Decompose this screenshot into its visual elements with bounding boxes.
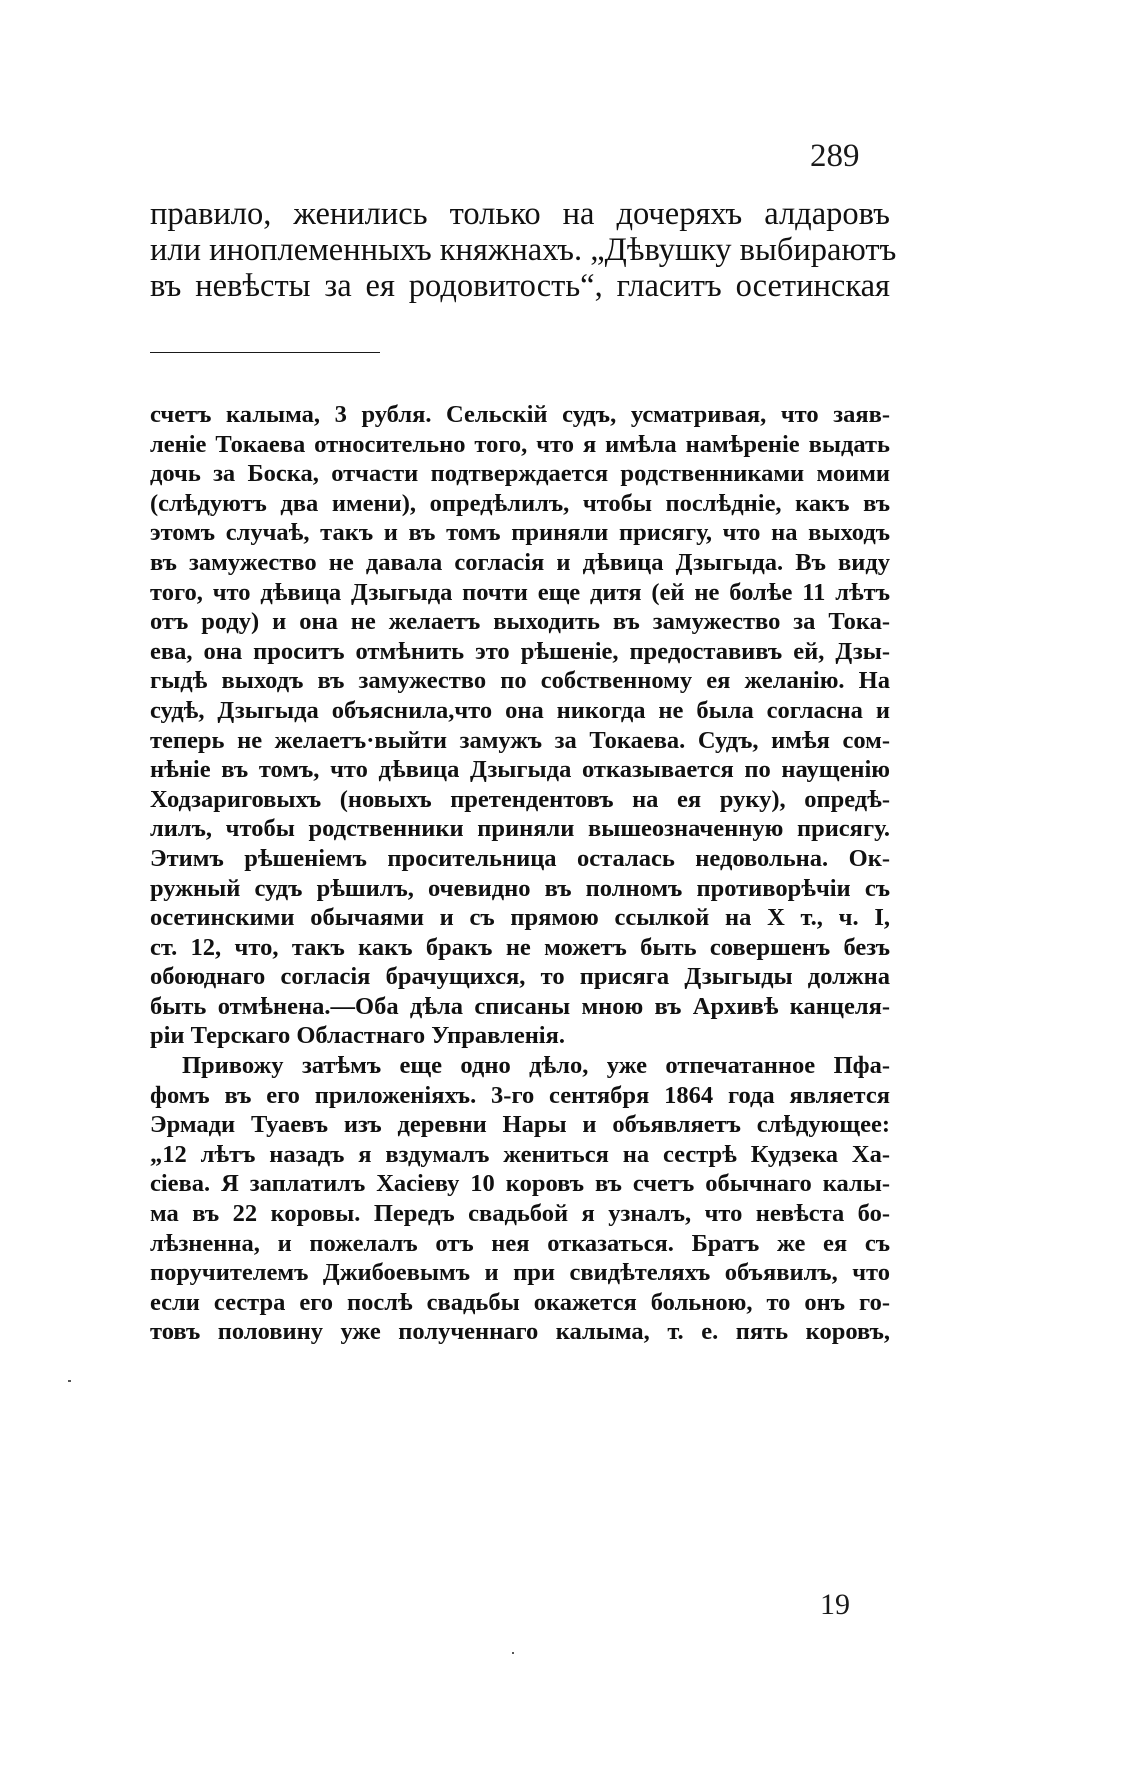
footnote-line: ріи Терскаго Областнаго Управленія.: [150, 1022, 565, 1050]
footnote-line: Ходзариговыхъ (новыхъ претендентовъ на ея руку), опредѣ-: [150, 785, 890, 813]
footnote-line: „12 лѣтъ назадъ я вздумалъ жениться на сестрѣ Кудзека Ха-: [150, 1140, 890, 1168]
footnote-line: того, что дѣвица Дзыгыда почти еще дитя (ей не болѣе 11 лѣтъ: [150, 578, 890, 606]
footnote-line: поручителемъ Джибоевымъ и при свидѣтеляхъ объявилъ, что: [150, 1259, 890, 1287]
footnote-line: осетинскими обычаями и съ прямою ссылкой на X т., ч. I,: [150, 904, 890, 932]
footnote-line: леніе Токаева относительно того, что я имѣла намѣреніе выдать: [150, 430, 890, 458]
footnote-rule: [150, 352, 380, 353]
footnote-line: нѣніе въ томъ, что дѣвица Дзыгыда отказывается по наущенію: [150, 756, 890, 784]
footnote-line: ева, она проситъ отмѣнить это рѣшеніе, предоставивъ ей, Дзы-: [150, 637, 890, 665]
footnote-line: счетъ калыма, 3 рубля. Сельскій судъ, усматривая, что заяв-: [150, 401, 890, 428]
footnote: [150, 400, 890, 1347]
main-text: [150, 196, 897, 304]
footnote-line: ма въ 22 коровы. Передъ свадьбой я узналъ, что невѣста бо-: [150, 1200, 890, 1228]
footnote-line: лилъ, чтобы родственники приняли вышеозначенную присягу.: [150, 815, 890, 843]
footnote-line: товъ половину уже полученнаго калыма, т. е. пять коровъ,: [150, 1318, 890, 1346]
scan-speck: [68, 1380, 71, 1382]
scan-speck: [512, 1652, 514, 1654]
footnote-line: ружный судъ рѣшилъ, очевидно въ полномъ противорѣчіи съ: [150, 874, 890, 902]
page-number: 289: [810, 138, 860, 174]
main-text-line: или иноплеменныхъ княжнахъ. „Дѣвушку выбираютъ: [150, 232, 897, 268]
footnote-line: этомъ случаѣ, такъ и въ томъ приняли присягу, что на выходъ: [150, 519, 890, 547]
footnote-line: если сестра его послѣ свадьбы окажется больною, то онъ го-: [150, 1288, 890, 1316]
footnote-line: гыдѣ выходъ въ замужество по собственному ея желанію. На: [150, 667, 890, 695]
footnote-line: Этимъ рѣшеніемъ просительница осталась недовольна. Ок-: [150, 844, 890, 872]
main-text-line: правило, женились только на дочеряхъ алдаровъ: [150, 196, 890, 232]
footnote-line: въ замужество не давала согласія и дѣвица Дзыгыда. Въ виду: [150, 548, 890, 576]
footnote-line: отъ роду) и она не желаетъ выходить въ замужество за Тока-: [150, 608, 890, 636]
footnote-line: фомъ въ его приложеніяхъ. 3-го сентября 1864 года является: [150, 1081, 890, 1109]
footnote-line: обоюднаго согласія брачущихся, то присяга Дзыгыды должна: [150, 963, 890, 991]
footnote-line: Эрмади Туаевъ изъ деревни Нары и объявляетъ слѣдующее:: [150, 1111, 890, 1139]
main-text-line: въ невѣсты за ея родовитость“, гласитъ осетинская: [150, 268, 890, 304]
footnote-line: быть отмѣнена.—Оба дѣла списаны мною въ Архивѣ канцеля-: [150, 992, 890, 1020]
footnote-line: лѣзненна, и пожелалъ отъ нея отказаться. Братъ же ея съ: [150, 1229, 890, 1257]
footnote-line: теперь не желаетъ·выйти замужъ за Токаева. Судъ, имѣя сом-: [150, 726, 890, 754]
footnote-line: сіева. Я заплатилъ Хасіеву 10 коровъ въ счетъ обычнаго калы-: [150, 1170, 890, 1198]
footnote-line: (слѣдуютъ два имени), опредѣлилъ, чтобы послѣдніе, какъ въ: [150, 489, 890, 517]
signature-mark: 19: [820, 1588, 850, 1621]
footnote-line: дочь за Боска, отчасти подтверждается родственниками моими: [150, 460, 890, 488]
footnote-line: ст. 12, что, такъ какъ бракъ не можетъ быть совершенъ безъ: [150, 933, 890, 961]
footnote-paragraph-start: Привожу затѣмъ еще одно дѣло, уже отпечатанное Пфа-: [182, 1052, 890, 1080]
footnote-line: судѣ, Дзыгыда объяснила,что она никогда не была согласна и: [150, 696, 890, 724]
